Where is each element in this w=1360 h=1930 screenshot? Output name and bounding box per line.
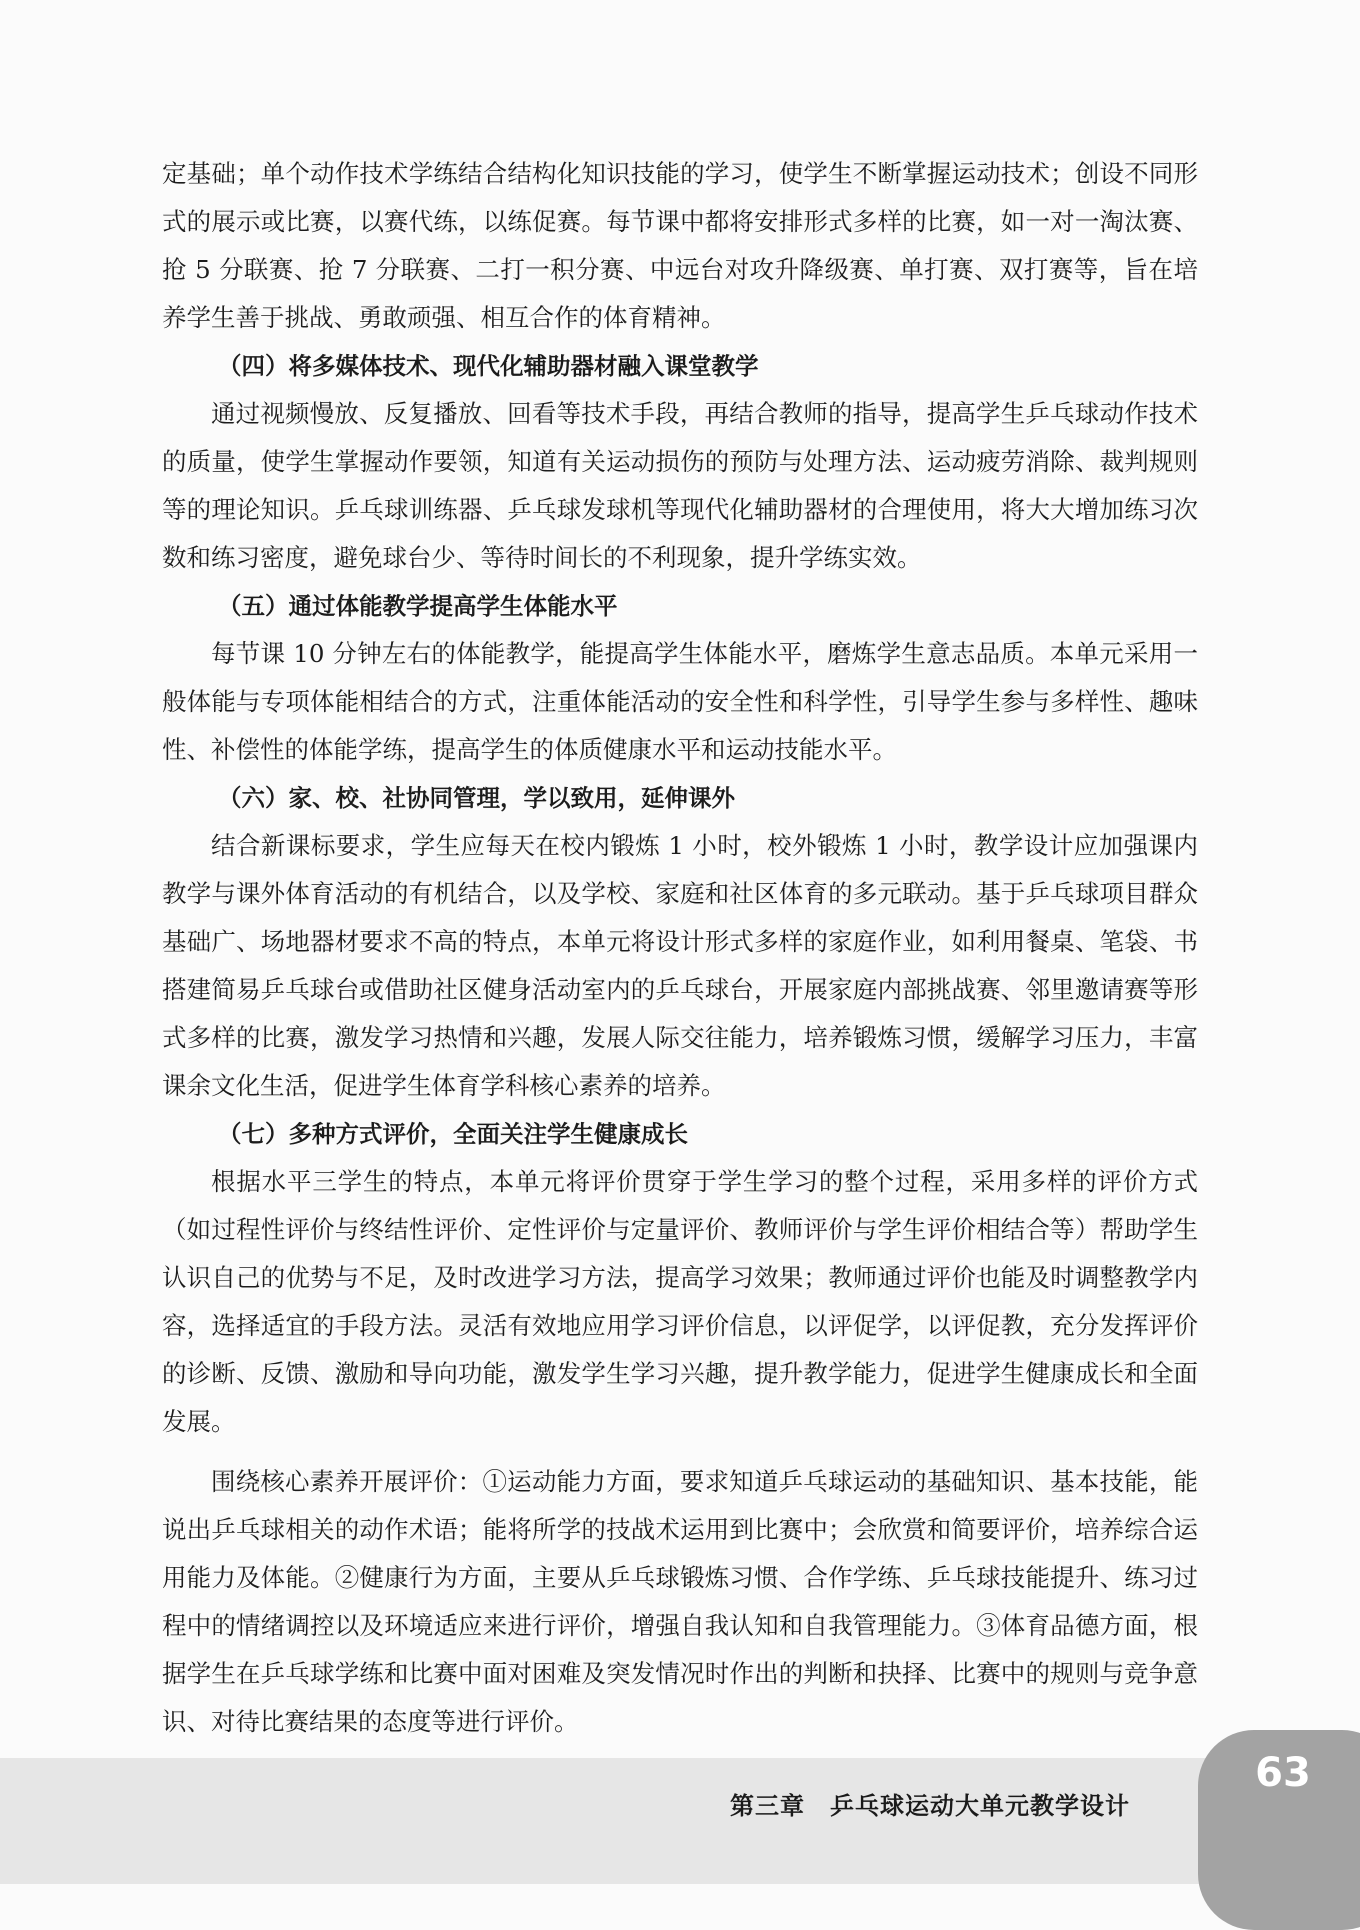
paragraph-evaluation: 根据水平三学生的特点，本单元将评价贯穿于学生学习的整个过程，采用多样的评价方式（如过程性评价与终结性评价、定性评价与定量评价、教师评价与学生评价相结合等）帮助学生认识自己的优势与不足，及时改进学习方法，提高学习效果；教师通过评价也能及时调整教学内容，选择适宜的手段方法。灵活有效地应用学习评价信息，以评促学，以评促教，充分发挥评价的诊断、反馈、激励和导向功能，激发学生学习兴趣，提升教学能力，促进学生健康成长和全面发展。 [162, 1167, 1198, 1436]
paragraph-continuation: 定基础；单个动作技术学练结合结构化知识技能的学习，使学生不断掌握运动技术；创设不同形式的展示或比赛，以赛代练，以练促赛。每节课中都将安排形式多样的比赛，如一对一淘汰赛、抢 5 分联赛、抢 7 分联赛、二打一积分赛、中远台对攻升降级赛、单打赛、双打赛等，旨在培养学生善于挑战、勇敢顽强、相互合作的体育精神。 [162, 159, 1198, 332]
paragraph-fitness: 每节课 10 分钟左右的体能教学，能提高学生体能水平，磨炼学生意志品质。本单元采用一般体能与专项体能相结合的方式，注重体能活动的安全性和科学性，引导学生参与多样性、趣味性、补偿性的体能学练，提高学生的体质健康水平和运动技能水平。 [162, 639, 1198, 764]
section-heading-6: （六）家、校、社协同管理，学以致用，延伸课外 [218, 784, 735, 812]
paragraph-home-school: 结合新课标要求，学生应每天在校内锻炼 1 小时，校外锻炼 1 小时，教学设计应加强课内教学与课外体育活动的有机结合，以及学校、家庭和社区体育的多元联动。基于乒乓球项目群众基础广、场地器材要求不高的特点，本单元将设计形式多样的家庭作业，如利用餐桌、笔袋、书搭建简易乒乓球台或借助社区健身活动室内的乒乓球台，开展家庭内部挑战赛、邻里邀请赛等形式多样的比赛，激发学习热情和兴趣，发展人际交往能力，培养锻炼习惯，缓解学习压力，丰富课余文化生活，促进学生体育学科核心素养的培养。 [162, 831, 1198, 1100]
section-heading-4: （四）将多媒体技术、现代化辅助器材融入课堂教学 [218, 352, 759, 380]
page-number: 63 [1255, 1750, 1311, 1796]
page-body [162, 150, 1198, 1746]
footer-bar [0, 1758, 1360, 1884]
paragraph-multimedia: 通过视频慢放、反复播放、回看等技术手段，再结合教师的指导，提高学生乒乓球动作技术的质量，使学生掌握动作要领，知道有关运动损伤的预防与处理方法、运动疲劳消除、裁判规则等的理论知识。乒乓球训练器、乒乓球发球机等现代化辅助器材的合理使用，将大大增加练习次数和练习密度，避免球台少、等待时间长的不利现象，提升学练实效。 [162, 399, 1198, 572]
paragraph-core-literacy: 围绕核心素养开展评价：①运动能力方面，要求知道乒乓球运动的基础知识、基本技能，能说出乒乓球相关的动作术语；能将所学的技战术运用到比赛中；会欣赏和简要评价，培养综合运用能力及体能。②健康行为方面，主要从乒乓球锻炼习惯、合作学练、乒乓球技能提升、练习过程中的情绪调控以及环境适应来进行评价，增强自我认知和自我管理能力。③体育品德方面，根据学生在乒乓球学练和比赛中面对困难及突发情况时作出的判断和抉择、比赛中的规则与竞争意识、对待比赛结果的态度等进行评价。 [162, 1467, 1198, 1736]
chapter-title: 第三章 乒乓球运动大单元教学设计 [730, 1792, 1130, 1820]
section-heading-5: （五）通过体能教学提高学生体能水平 [218, 592, 618, 620]
section-heading-7: （七）多种方式评价，全面关注学生健康成长 [218, 1120, 688, 1148]
